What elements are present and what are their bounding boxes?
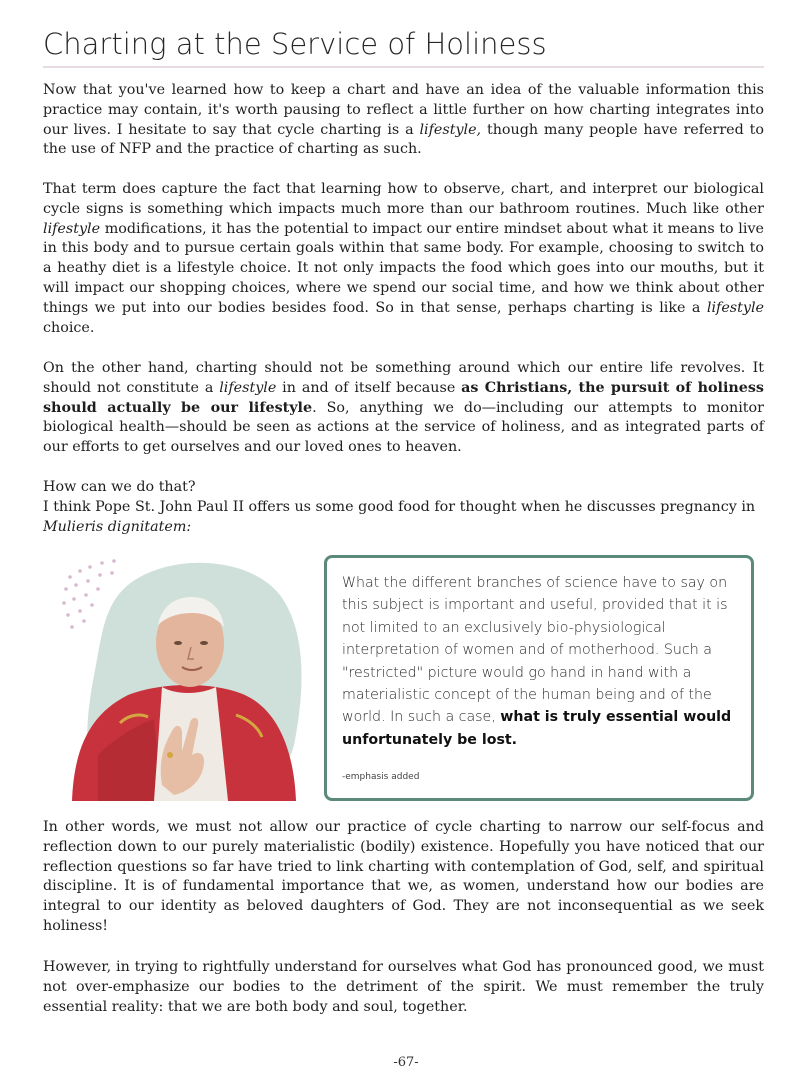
- paragraph-other-words: In other words, we must not allow our practice of cycle charting to narrow our self-focus and reflection down to our purely materialistic (bodily) existence. Hopefully you have noticed that our reflection questions so far have tried to link charting with contemplation of God, self, and spiritual discipline. It is of fundamental importance that we, as women, understand how our bodies are integral to our identity as beloved daughters of God. They are not inconsequential as we seek holiness!: [43, 819, 764, 934]
- document-title-text: Mulieris dignitatem:: [43, 518, 192, 535]
- paragraph-conclusion: However, in trying to rightfully understand for ourselves what God has pronounced good, we must not over-emphasize our bodies to the detriment of the spirit. We must remember the truly essential reality: that we are both body and soul, together.: [43, 959, 764, 1015]
- bold-text: as Christians, the pursuit of holiness should actually be our lifestyle: [43, 379, 764, 416]
- paragraph-text: That term does capture the fact that learning how to observe, chart, and interpret our biological cycle signs is something which impacts much more than our bathroom routines. Much like other: [43, 181, 764, 217]
- emphasis-text: lifestyle: [219, 379, 277, 396]
- page-title: Charting at the Service of Holiness: [43, 27, 547, 61]
- paragraph-text: I think Pope St. John Paul II offers us some good food for thought when he discusses pregnancy in: [43, 498, 756, 515]
- paragraph-intro: [43, 81, 764, 160]
- pope-portrait-image: [58, 555, 306, 801]
- paragraph-text: . So, anything we do—including our attempts to monitor biological health—should be seen as actions at the service of holiness, and as integrated parts of our efforts to get ourselves and our loved ones to heaven.: [43, 399, 764, 456]
- paragraph-text: though many people have referred to the use of NFP and the practice of charting as such.: [43, 121, 764, 158]
- paragraph-question: [43, 478, 764, 537]
- emphasis-text: lifestyle: [706, 299, 764, 316]
- emphasis-text: lifestyle,: [419, 121, 482, 138]
- question-line: How can we do that?: [43, 479, 196, 495]
- paragraph-text: choice.: [43, 319, 95, 336]
- paragraph-lifestyle: [43, 180, 764, 338]
- paragraph-text: On the other hand, charting should not be something around which our entire life revolves. It should not constitute a: [43, 360, 764, 396]
- quote-body: What the different branches of science have to say on this subject is important and useful, provided that it is not limited to an exclusively bio-physiological interpretation of women and of motherhood. Such a "restricted" picture would go hand in hand with a materialistic concept of the human being and of the world. In such a case,: [342, 575, 728, 726]
- emphasis-text: lifestyle: [43, 220, 101, 237]
- paragraph-text: Now that you've learned how to keep a chart and have an idea of the valuable information this practice may contain, it's worth pausing to reflect a little further on how charting integrates into our lives. I hesitate to say that cycle charting is a: [43, 82, 764, 138]
- page-number: -67-: [393, 1055, 419, 1070]
- paragraph-text: modifications, it has the potential to impact our entire mindset about what it means to live in this body and to pursue certain goals within that same body. For example, choosing to switch to a heathy diet is a lifestyle choice. It not only impacts the food which goes into our mouths, but it will impact our shopping choices, where we spend our social time, and how we think about other things we put into our bodies besides food. So in that sense, perhaps charting is like a: [43, 220, 764, 316]
- paragraph-text: in and of itself because: [276, 379, 462, 396]
- emphasis-note: -emphasis added: [342, 772, 420, 782]
- title-underline: [43, 66, 764, 68]
- quote-text: [342, 572, 738, 751]
- quote-callout: [324, 555, 754, 801]
- quote-emphasis: what is truly essential would unfortunately be lost.: [342, 709, 732, 748]
- paragraph-holiness: [43, 359, 764, 458]
